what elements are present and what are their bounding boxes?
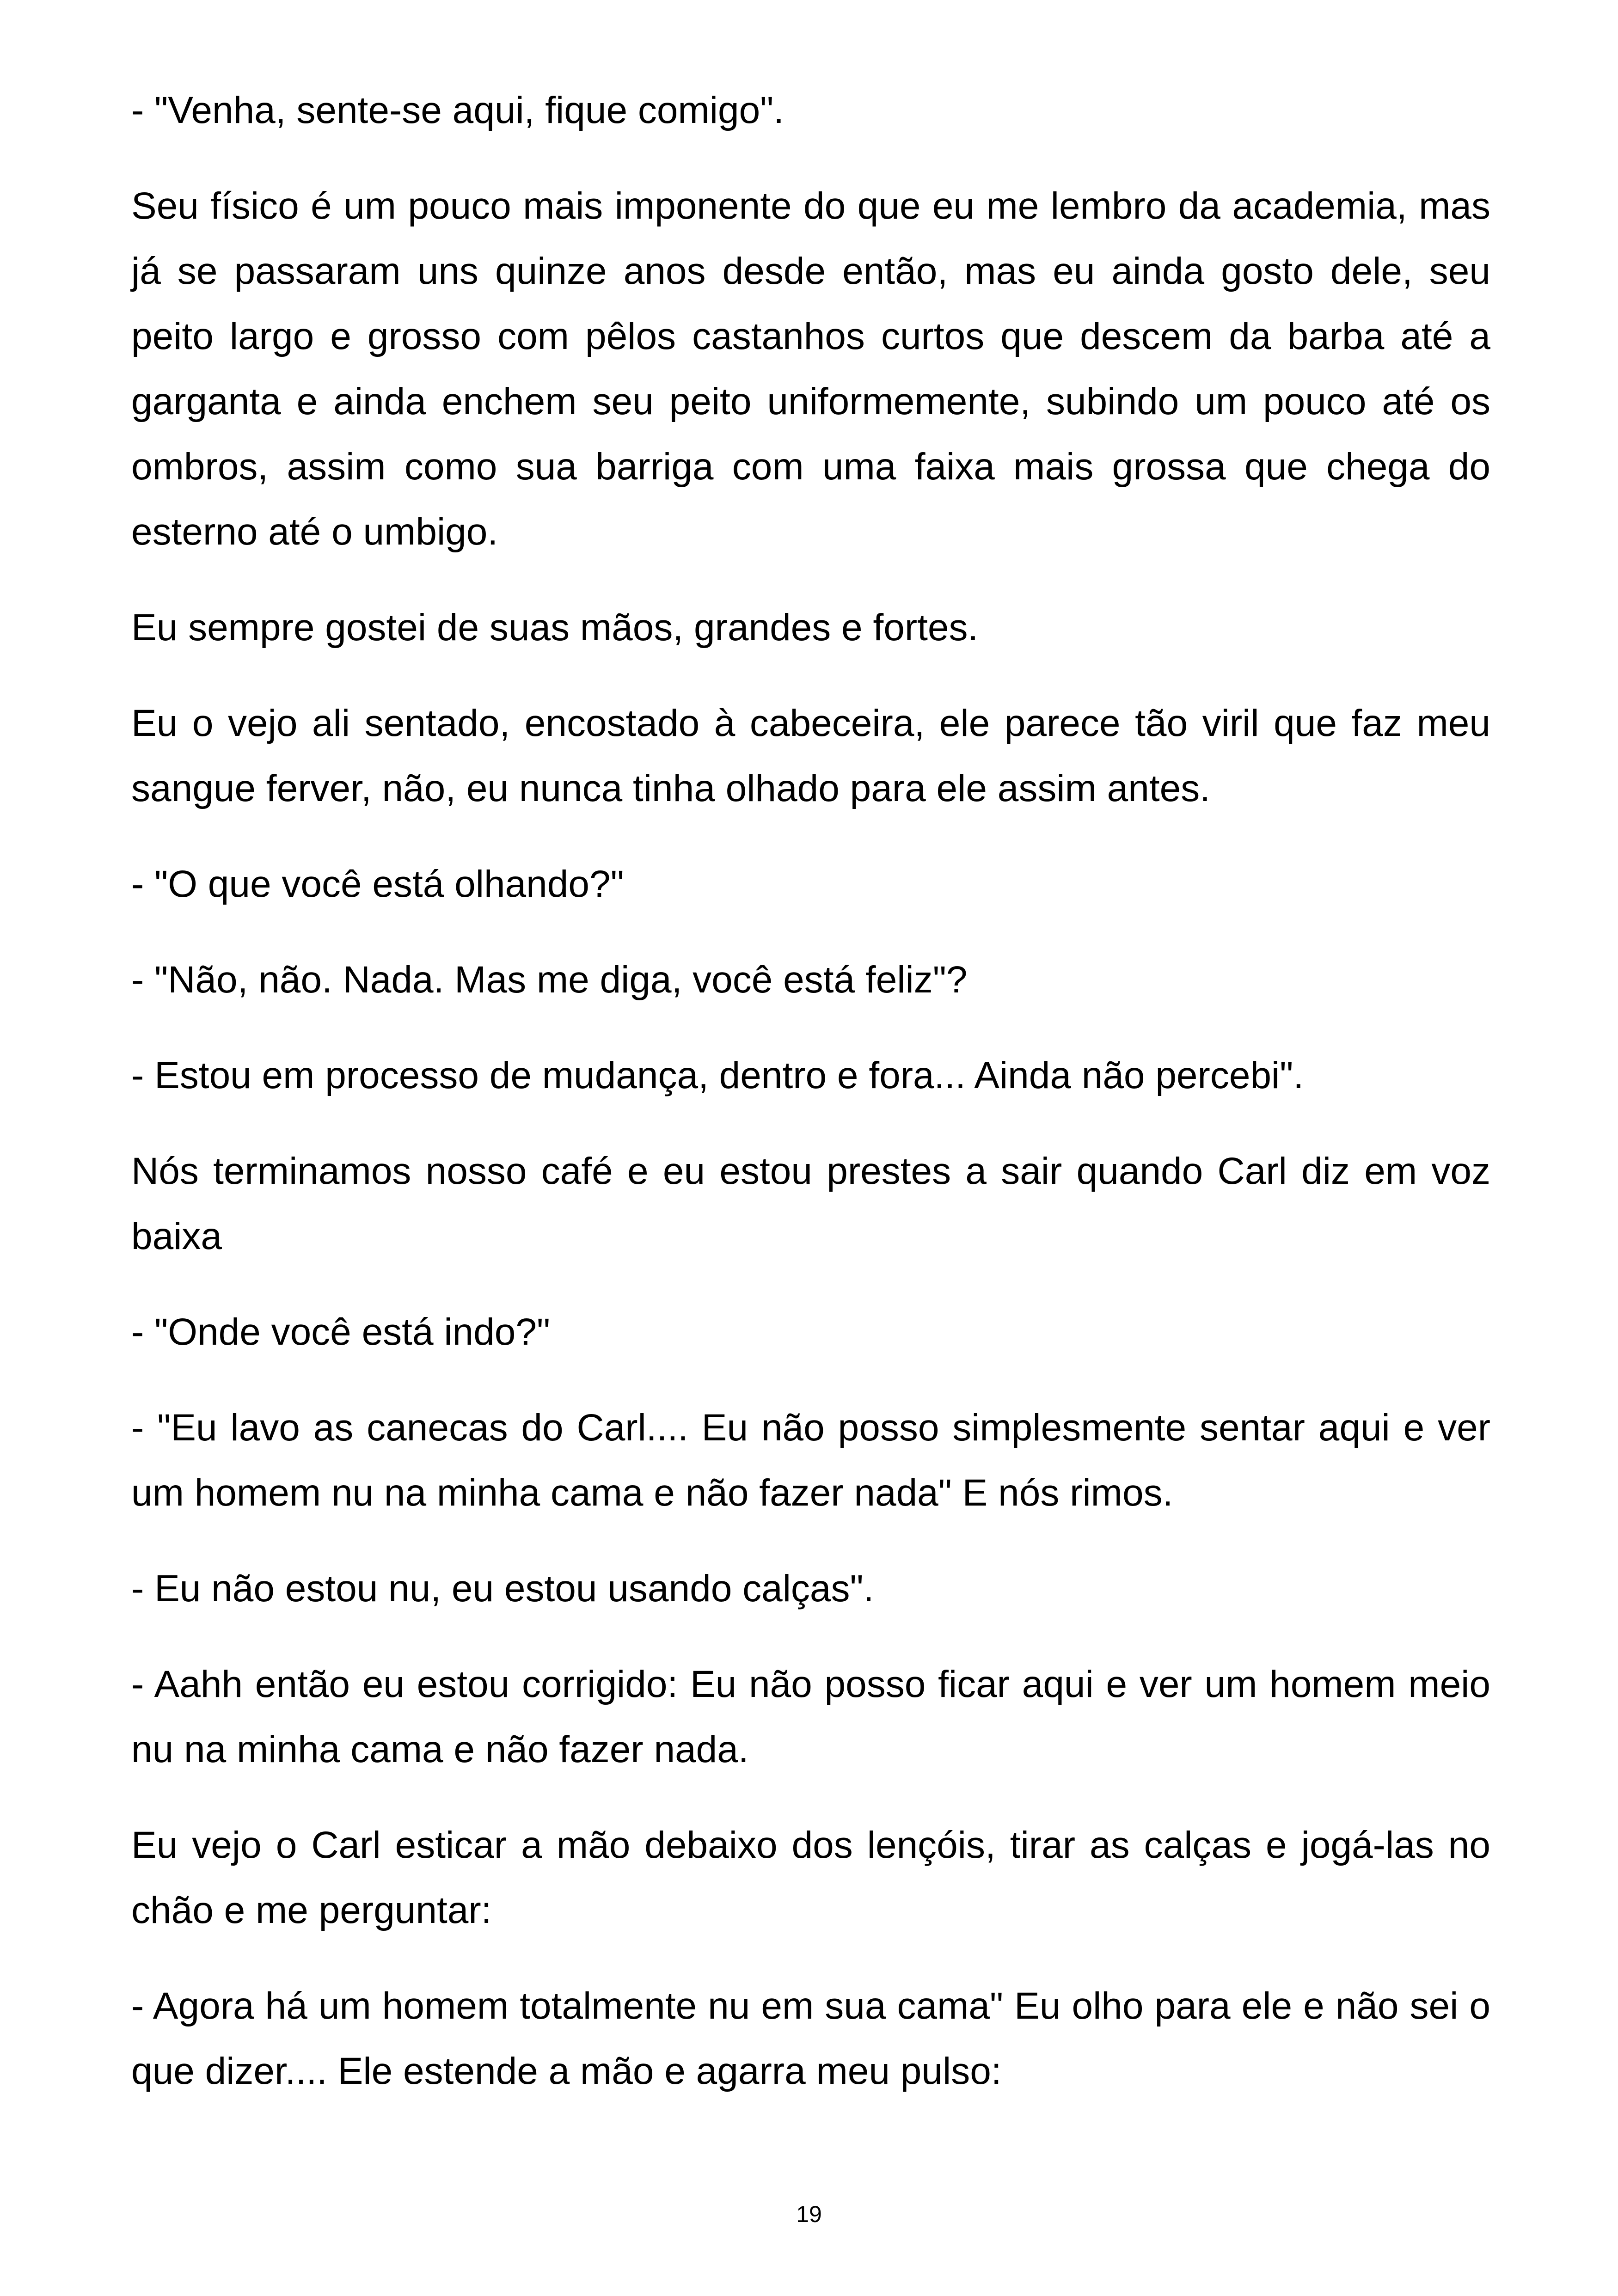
paragraph: - "Onde você está indo?" <box>131 1311 551 1353</box>
paragraph: - "Não, não. Nada. Mas me diga, você está feliz"? <box>131 959 968 1001</box>
paragraph: - Aahh então eu estou corrigido: Eu não posso ficar aqui e ver um homem meio nu na minha cama e não fazer nada. <box>131 1663 1490 1770</box>
body-text <box>131 78 1490 2134</box>
paragraph: Eu sempre gostei de suas mãos, grandes e fortes. <box>131 606 979 649</box>
paragraph: - Eu não estou nu, eu estou usando calças". <box>131 1567 874 1610</box>
paragraph: Seu físico é um pouco mais imponente do que eu me lembro da academia, mas já se passaram uns quinze anos desde então, mas eu ainda gosto dele, seu peito largo e grosso com pêlos castanhos curtos que descem da barba até a garganta e ainda enchem seu peito uniformemente, subindo um pouco até os ombros, assim como sua barriga com uma faixa mais grossa que chega do esterno até o umbigo. <box>131 185 1490 553</box>
paragraph: - Agora há um homem totalmente nu em sua cama" Eu olho para ele e não sei o que dizer.... Ele estende a mão e agarra meu pulso: <box>131 1985 1490 2092</box>
paragraph: - "O que você está olhando?" <box>131 863 624 905</box>
paragraph: - "Venha, sente-se aqui, fique comigo". <box>131 89 784 131</box>
paragraph: Eu o vejo ali sentado, encostado à cabeceira, ele parece tão viril que faz meu sangue ferver, não, eu nunca tinha olhado para ele assim antes. <box>131 702 1490 809</box>
paragraph: - Estou em processo de mudança, dentro e fora... Ainda não percebi". <box>131 1054 1304 1096</box>
paragraph: - "Eu lavo as canecas do Carl.... Eu não posso simplesmente sentar aqui e ver um homem nu na minha cama e não fazer nada" E nós rimos. <box>131 1407 1490 1514</box>
paragraph: Nós terminamos nosso café e eu estou prestes a sair quando Carl diz em voz baixa <box>131 1150 1490 1257</box>
paragraph: Eu vejo o Carl esticar a mão debaixo dos lençóis, tirar as calças e jogá-las no chão e me perguntar: <box>131 1824 1490 1931</box>
page-number: 19 <box>796 2201 822 2227</box>
